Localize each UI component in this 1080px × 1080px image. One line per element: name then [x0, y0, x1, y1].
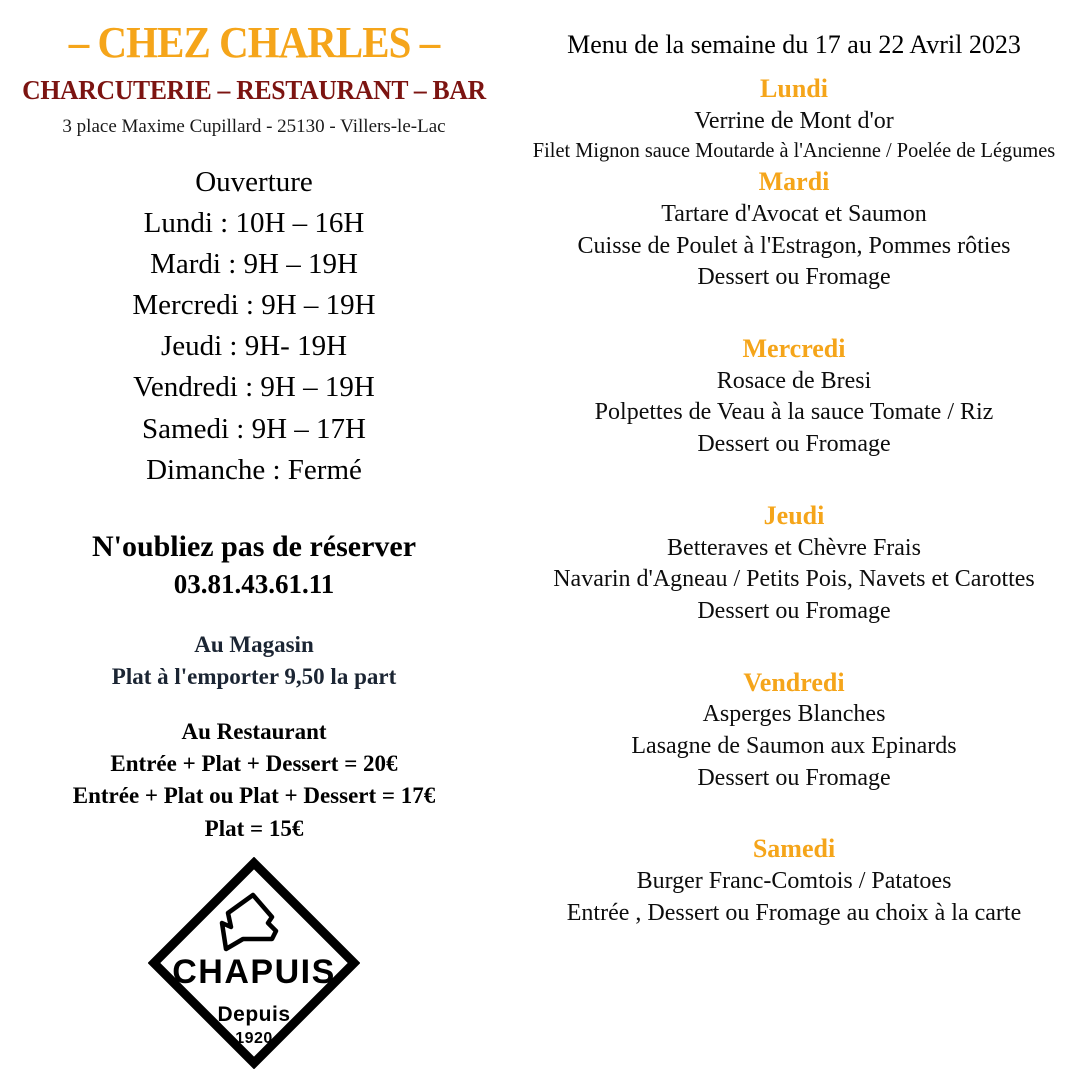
left-column [0, 0, 508, 1080]
logo-since-label-text: Depuis [217, 1002, 291, 1026]
day-item-vendredi-3: Dessert ou Fromage [697, 764, 891, 791]
logo-container [0, 857, 508, 1069]
day-item-lundi-2: Filet Mignon sauce Moutarde à l'Ancienne / Poelée de Légumes [532, 138, 1056, 163]
day-item-jeudi-3: Dessert ou Fromage [697, 597, 891, 624]
opening-hours-heading: Ouverture [195, 165, 313, 198]
hours-row-vendredi: Vendredi : 9H – 19H [133, 371, 375, 404]
day-name-mercredi: Mercredi [742, 334, 846, 363]
day-item-mardi-3: Dessert ou Fromage [697, 264, 891, 291]
day-item-jeudi-2: Navarin d'Agneau / Petits Pois, Navets et Carottes [553, 566, 1035, 593]
day-name-jeudi: Jeudi [763, 500, 825, 530]
hours-row-mercredi: Mercredi : 9H – 19H [132, 289, 376, 322]
house-roof-icon [222, 895, 276, 949]
right-column [508, 0, 1080, 1080]
hours-row-dimanche: Dimanche : Fermé [146, 453, 362, 486]
shop-offer-title: Au Magasin [194, 631, 314, 657]
restaurant-offer-block [0, 716, 508, 845]
hours-row-samedi: Samedi : 9H – 17H [142, 412, 366, 445]
menu-day-jeudi [508, 499, 1080, 628]
menu-day-mardi [508, 165, 1080, 294]
day-name-lundi: Lundi [760, 74, 828, 103]
day-item-samedi-1: Burger Franc-Comtois / Patatoes [636, 868, 952, 895]
day-item-mardi-1: Tartare d'Avocat et Saumon [661, 200, 927, 227]
day-item-mercredi-2: Polpettes de Veau à la sauce Tomate / Riz [594, 399, 994, 426]
day-item-mardi-2: Cuisse de Poulet à l'Estragon, Pommes rôties [577, 232, 1011, 259]
day-item-mercredi-3: Dessert ou Fromage [697, 431, 891, 458]
menu-week-header: Menu de la semaine du 17 au 22 Avril 2023 [567, 30, 1021, 59]
brand-subtitle: CHARCUTERIE – RESTAURANT – BAR [22, 74, 486, 105]
reservation-block [0, 527, 508, 603]
menu-day-mercredi [508, 332, 1080, 461]
restaurant-price-full: Entrée + Plat + Dessert = 20€ [110, 751, 398, 777]
day-item-vendredi-2: Lasagne de Saumon aux Epinards [631, 733, 957, 760]
logo-name-text: CHAPUIS [172, 952, 336, 991]
day-item-vendredi-1: Asperges Blanches [702, 701, 886, 728]
day-item-samedi-2: Entrée , Dessert ou Fromage au choix à la carte [566, 899, 1022, 926]
day-name-samedi: Samedi [752, 834, 836, 864]
shop-offer-block [0, 629, 508, 694]
shop-offer-price: Plat à l'emporter 9,50 la part [111, 664, 397, 690]
chapuis-logo [148, 857, 360, 1069]
day-name-vendredi: Vendredi [743, 667, 845, 697]
opening-hours [0, 162, 508, 491]
reservation-call-to-action: N'oubliez pas de réserver [91, 530, 417, 563]
menu-day-vendredi [508, 666, 1080, 795]
restaurant-price-main-only: Plat = 15€ [204, 815, 304, 841]
reservation-phone[interactable]: 03.81.43.61.11 [173, 568, 335, 599]
restaurant-offer-title: Au Restaurant [181, 719, 327, 745]
hours-row-jeudi: Jeudi : 9H- 19H [160, 330, 348, 363]
brand-address: 3 place Maxime Cupillard - 25130 - Villers-le-Lac [62, 115, 446, 137]
menu-day-lundi [508, 72, 1080, 165]
hours-row-mardi: Mardi : 9H – 19H [150, 247, 358, 280]
day-item-lundi-1: Verrine de Mont d'or [694, 107, 894, 134]
hours-row-lundi: Lundi : 10H – 16H [143, 206, 365, 239]
brand-title: – CHEZ CHARLES – [68, 18, 440, 67]
day-item-jeudi-1: Betteraves et Chèvre Frais [667, 534, 921, 561]
day-item-mercredi-1: Rosace de Bresi [716, 367, 872, 394]
day-name-mardi: Mardi [758, 167, 830, 197]
restaurant-price-two-course: Entrée + Plat ou Plat + Dessert = 17€ [72, 783, 436, 809]
menu-day-samedi [508, 832, 1080, 929]
logo-since-year-text: 1920 [235, 1029, 273, 1047]
